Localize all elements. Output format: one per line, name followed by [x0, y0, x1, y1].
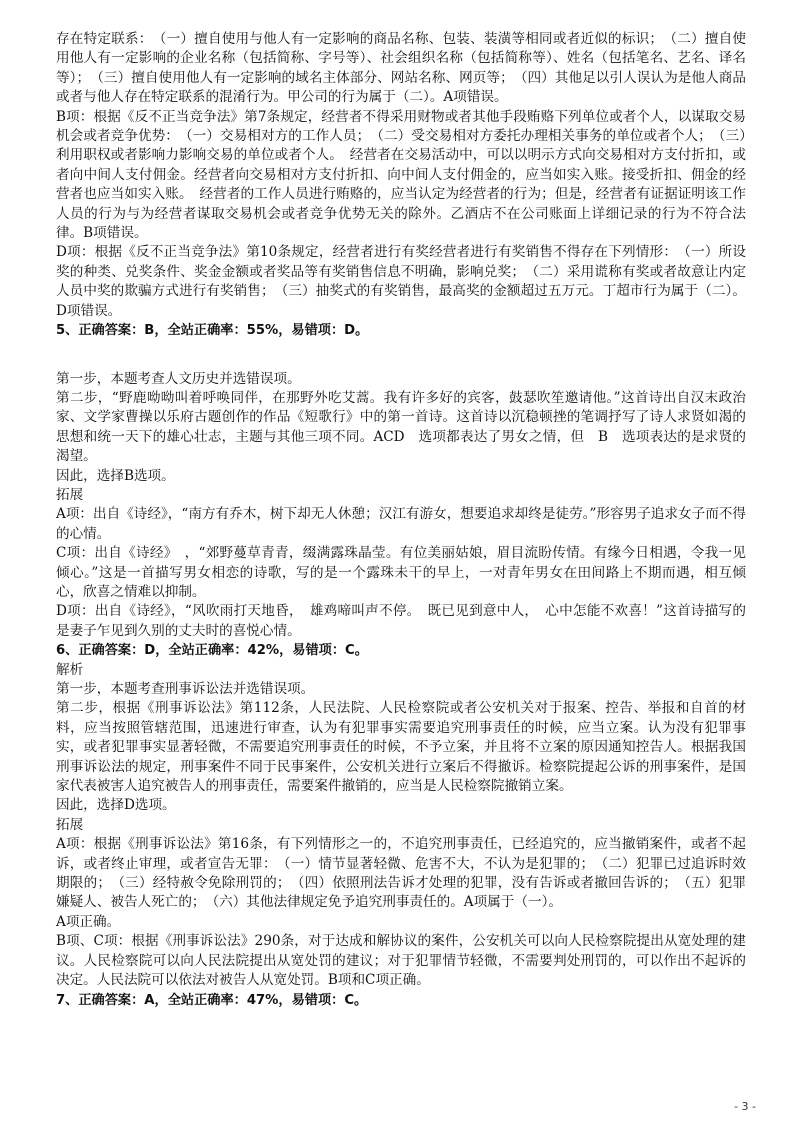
- q6-step-1: 第一步，本题考查人文历史并选错误项。: [56, 370, 301, 387]
- expand-heading-q6: 拓展: [56, 486, 84, 503]
- q7-expand-bc: B项、C项：根据《刑事诉讼法》290条，对于达成和解协议的案件，公安机关可以向人民检察院提出从宽处理的建议。人民检察院可以向人民法院提出从宽处罚的建议；对于犯罪情节轻微，不需要判处刑罚的，可以作出不起诉的决定。人民法院可以依法对被告人从宽处罚。B项和C项正确。: [56, 933, 746, 989]
- q6-expand-d: D项：出自《诗经》，“风吹雨打天地昏， 雄鸡啼叫声不停。 既已见到意中人， 心中怎能不欢喜！”这首诗描写的是妻子乍见到久别的丈夫时的喜悦心情。: [56, 603, 746, 639]
- q7-expand-a: A项：根据《刑事诉讼法》第16条，有下列情形之一的，不追究刑事责任，已经追究的，应当撤销案件，或者不起诉，或者终止审理，或者宣告无罪： （一）情节显著轻微、危害不大，不认为是犯罪的； （二）犯罪已过追诉时效期限的； （三）经特赦令免除刑罚的； （四）依照刑法告诉才处理的犯罪，没有告诉或者撤回告诉的； （五）犯罪嫌疑人、被告人死亡的； （六）其他法律规定免予追究刑事责任的。A项属于（一）。: [56, 836, 746, 911]
- q7-step-2: 第二步，根据《刑事诉讼法》第112条，人民法院、人民检察院或者公安机关对于报案、控告、举报和自首的材料，应当按照管辖范围，迅速进行审查，认为有犯罪事实需要追究刑事责任的时候，应当立案。认为没有犯罪事实，或者犯罪事实显著轻微，不需要追究刑事责任的时候，不予立案，并且将不立案的原因通知控告人。根据我国刑事诉讼法的规定，刑事案件不同于民事案件，公安机关进行立案后不得撤诉。检察院提起公诉的刑事案件，是国家代表被害人追究被告人的刑事责任，需要案件撤销的，应当是人民检察院撤销立案。: [56, 700, 746, 795]
- page-number: - 3 -: [734, 1100, 756, 1113]
- answer-line-5: 5、正确答案：B，全站正确率：55%，易错项：D。: [56, 323, 369, 339]
- answer-line-7: 7、正确答案：A，全站正确率：47%，易错项：C。: [56, 992, 368, 1008]
- q6-step-2: 第二步，“野鹿呦呦叫着呼唤同伴，在那野外吃艾蒿。我有许多好的宾客，鼓瑟吹笙邀请他。”这首诗出自汉末政治家、文学家曹操以乐府古题创作的作品《短歌行》中的第一首诗。这首诗以沉稳顿挫的笔调抒写了诗人求贤如渴的思想和统一天下的雄心壮志，主题与其他三项不同。ACD 选项都表达了男女之情，但 B 选项表达的是求贤的渴望。: [56, 389, 746, 465]
- q7-expand-a-correct: A项正确。: [56, 913, 121, 930]
- q7-step-1: 第一步，本题考查刑事诉讼法并选错误项。: [56, 681, 315, 697]
- paragraph-option-b-bribery: B项：根据《反不正当竞争法》第7条规定，经营者不得采用财物或者其他手段贿赂下列单位或者个人，以谋取交易机会或者竞争优势： （一）交易相对方的工作人员； （二）受交易相对方委托办理相关事务的单位或者个人； （三）利用职权或者影响力影响交易的单位或者个人。 经营者在交易活动中，可以以明示方式向交易相对方支付折扣，或者向中间人支付佣金。经营者向交易相对方支付折扣、向中间人支付佣金的，应当如实入账。接受折扣、佣金的经营者也应当如实入账。 经营者的工作人员进行贿赂的，应当认定为经营者的行为；但是，经营者有证据证明该工作人员的行为与为经营者谋取交易机会或者竞争优势无关的除外。乙酒店不在公司账面上详细记录的行为不符合法律。B项错误。: [56, 108, 746, 242]
- analysis-heading-q7: 解析: [56, 661, 84, 678]
- answer-line-6: 6、正确答案：D，全站正确率：42%，易错项：C。: [56, 643, 368, 659]
- expand-heading-q7: 拓展: [56, 816, 84, 833]
- q6-conclusion: 因此，选择B选项。: [56, 467, 175, 484]
- paragraph-option-d-lottery: D项：根据《反不正当竞争法》第10条规定，经营者进行有奖经营者进行有奖销售不得存在下列情形： （一）所设奖的种类、兑奖条件、奖金金额或者奖品等有奖销售信息不明确，影响兑奖； （二）采用谎称有奖或者故意让内定人员中奖的欺骗方式进行有奖销售； （三）抽奖式的有奖销售，最高奖的金额超过五万元。丁超市行为属于（二）。D项错误。: [56, 244, 746, 319]
- q6-expand-a: A项：出自《诗经》，“南方有乔木，树下却无人休憩；汉江有游女，想要追求却终是徒劳。”形容男子追求女子而不得的心情。: [56, 506, 746, 542]
- document-page: [56, 30, 746, 1010]
- q6-expand-c: C项：出自《诗经》 ，“郊野蔓草青青，缀满露珠晶莹。有位美丽姑娘，眉目流盼传情。有缘今日相遇，令我一见倾心。”这是一首描写男女相恋的诗歌，写的是一个露珠未干的早上，一对青年男女在田间路上不期而遇，相互倾心，欣喜之情难以抑制。: [56, 545, 746, 600]
- paragraph-trademark-confusion: 存在特定联系： （一）擅自使用与他人有一定影响的商品名称、包装、装潢等相同或者近似的标识； （二）擅自使用他人有一定影响的企业名称（包括简称、字号等）、社会组织名称（包括简称等）、姓名（包括笔名、艺名、译名等）； （三）擅自使用他人有一定影响的域名主体部分、网站名称、网页等； （四）其他足以引人误认为是他人商品或者与他人存在特定联系的混淆行为。甲公司的行为属于（二）。A项错误。: [56, 31, 746, 106]
- q7-conclusion: 因此，选择D选项。: [56, 797, 176, 814]
